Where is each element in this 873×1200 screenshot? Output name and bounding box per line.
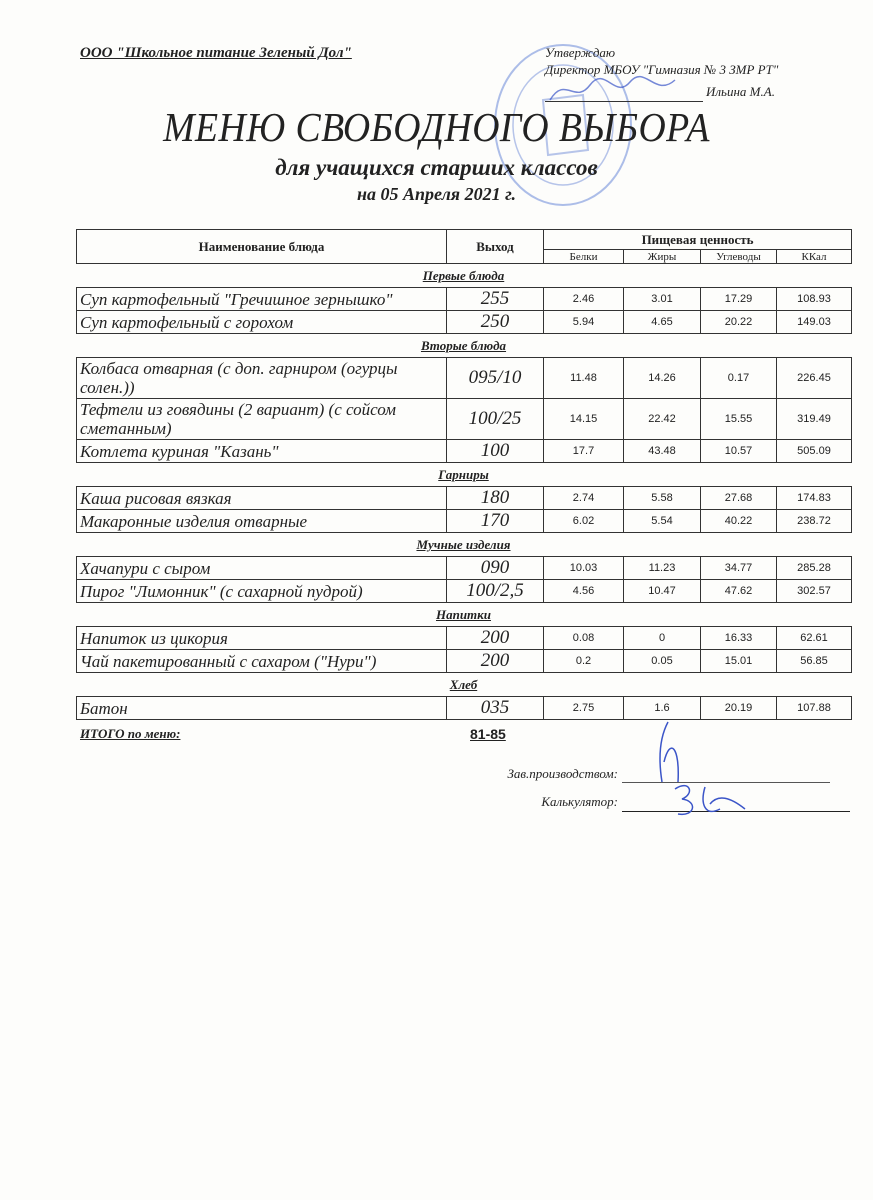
dish-kcal: 149.03	[777, 311, 852, 334]
table-row	[77, 627, 852, 650]
dish-protein: 2.46	[544, 288, 624, 311]
section-table	[76, 287, 852, 334]
menu-table	[76, 229, 851, 720]
menu-header-table	[76, 229, 852, 264]
calculator-signature	[670, 779, 750, 829]
dish-carbs: 27.68	[701, 487, 777, 510]
column-header-fat: Жиры	[624, 250, 701, 264]
dish-fat: 4.65	[624, 311, 701, 334]
dish-carbs: 40.22	[701, 510, 777, 533]
dish-protein: 4.56	[544, 580, 624, 603]
dish-name: Суп картофельный с горохом	[77, 311, 447, 334]
dish-yield: 180	[447, 487, 544, 510]
dish-yield: 035	[447, 697, 544, 720]
dish-kcal: 107.88	[777, 697, 852, 720]
table-row	[77, 399, 852, 440]
dish-protein: 5.94	[544, 311, 624, 334]
dish-protein: 14.15	[544, 399, 624, 440]
dish-carbs: 34.77	[701, 557, 777, 580]
dish-name: Тефтели из говядины (2 вариант) (с сойсом сметанным)	[77, 399, 447, 440]
dish-name: Макаронные изделия отварные	[77, 510, 447, 533]
dish-fat: 11.23	[624, 557, 701, 580]
section-title: Мучные изделия	[416, 537, 511, 552]
menu-footer	[76, 726, 851, 836]
dish-name: Котлета куриная "Казань"	[77, 440, 447, 463]
dish-kcal: 174.83	[777, 487, 852, 510]
dish-carbs: 16.33	[701, 627, 777, 650]
table-row	[77, 580, 852, 603]
column-header-kcal: ККал	[777, 250, 852, 264]
section-table	[76, 556, 852, 603]
dish-name: Батон	[77, 697, 447, 720]
dish-name: Пирог "Лимонник" (с сахарной пудрой)	[77, 580, 447, 603]
dish-kcal: 285.28	[777, 557, 852, 580]
total-label: ИТОГО по меню:	[80, 726, 181, 741]
column-header-carbs: Углеводы	[701, 250, 777, 264]
table-row	[77, 557, 852, 580]
dish-fat: 10.47	[624, 580, 701, 603]
menu-content	[76, 229, 851, 836]
dish-name: Суп картофельный "Гречишное зернышко"	[77, 288, 447, 311]
section-table	[76, 626, 852, 673]
dish-carbs: 20.22	[701, 311, 777, 334]
dish-yield: 100/2,5	[447, 580, 544, 603]
section-title: Напитки	[435, 607, 491, 622]
dish-fat: 5.58	[624, 487, 701, 510]
column-header-yield: Выход	[447, 230, 544, 264]
dish-yield: 200	[447, 650, 544, 673]
table-row	[77, 440, 852, 463]
column-header-name: Наименование блюда	[77, 230, 447, 264]
dish-yield: 095/10	[447, 358, 544, 399]
dish-fat: 43.48	[624, 440, 701, 463]
section-title: Вторые блюда	[420, 338, 507, 353]
dish-kcal: 319.49	[777, 399, 852, 440]
dish-name: Колбаса отварная (с доп. гарниром (огурцы солен.))	[77, 358, 447, 399]
dish-protein: 10.03	[544, 557, 624, 580]
dish-kcal: 302.57	[777, 580, 852, 603]
section-table	[76, 357, 852, 463]
section-table	[76, 486, 852, 533]
table-row	[77, 487, 852, 510]
table-row	[77, 288, 852, 311]
dish-yield: 250	[447, 311, 544, 334]
dish-fat: 14.26	[624, 358, 701, 399]
dish-kcal: 505.09	[777, 440, 852, 463]
dish-carbs: 17.29	[701, 288, 777, 311]
table-row	[77, 510, 852, 533]
dish-carbs: 47.62	[701, 580, 777, 603]
page-title: МЕНЮ СВОБОДНОГО ВЫБОРА	[163, 104, 710, 150]
approval-label: Утверждаю	[545, 45, 616, 60]
section-title: Хлеб	[449, 677, 478, 692]
dish-fat: 5.54	[624, 510, 701, 533]
menu-date: на 05 Апреля 2021 г.	[357, 184, 516, 204]
approval-signature-line	[545, 101, 703, 102]
approval-block	[545, 44, 778, 78]
dish-carbs: 20.19	[701, 697, 777, 720]
dish-kcal: 226.45	[777, 358, 852, 399]
dish-fat: 22.42	[624, 399, 701, 440]
calculator-label: Калькулятор:	[541, 794, 618, 809]
dish-name: Хачапури с сыром	[77, 557, 447, 580]
dish-protein: 0.08	[544, 627, 624, 650]
dish-yield: 170	[447, 510, 544, 533]
dish-yield: 090	[447, 557, 544, 580]
dish-yield: 100/25	[447, 399, 544, 440]
dish-kcal: 56.85	[777, 650, 852, 673]
section-title: Первые блюда	[422, 268, 505, 283]
production-head-signature	[640, 717, 690, 787]
dish-kcal: 238.72	[777, 510, 852, 533]
dish-protein: 2.75	[544, 697, 624, 720]
dish-carbs: 10.57	[701, 440, 777, 463]
dish-carbs: 15.01	[701, 650, 777, 673]
dish-protein: 11.48	[544, 358, 624, 399]
dish-yield: 255	[447, 288, 544, 311]
dish-protein: 2.74	[544, 487, 624, 510]
table-row	[77, 697, 852, 720]
dish-fat: 3.01	[624, 288, 701, 311]
dish-kcal: 108.93	[777, 288, 852, 311]
dish-fat: 0.05	[624, 650, 701, 673]
dish-fat: 1.6	[624, 697, 701, 720]
approval-position: Директор МБОУ "Гимназия № 3 ЗМР РТ"	[545, 62, 779, 77]
section-title: Гарниры	[438, 467, 489, 482]
dish-name: Напиток из цикория	[77, 627, 447, 650]
column-header-protein: Белки	[544, 250, 624, 264]
dish-yield: 100	[447, 440, 544, 463]
dish-protein: 0.2	[544, 650, 624, 673]
section-table	[76, 696, 852, 720]
dish-protein: 17.7	[544, 440, 624, 463]
dish-kcal: 62.61	[777, 627, 852, 650]
dish-name: Чай пакетированный с сахаром ("Нури")	[77, 650, 447, 673]
page-subtitle: для учащихся старших классов	[275, 155, 598, 180]
table-row	[77, 358, 852, 399]
organization-name: ООО "Школьное питание Зеленый Дол"	[80, 45, 352, 61]
dish-fat: 0	[624, 627, 701, 650]
dish-protein: 6.02	[544, 510, 624, 533]
total-value: 81-85	[470, 726, 506, 742]
dish-carbs: 0.17	[701, 358, 777, 399]
table-row	[77, 311, 852, 334]
production-head-label: Зав.производством:	[507, 766, 618, 781]
dish-yield: 200	[447, 627, 544, 650]
table-row	[77, 650, 852, 673]
column-header-nutrition: Пищевая ценность	[544, 230, 852, 250]
dish-carbs: 15.55	[701, 399, 777, 440]
dish-name: Каша рисовая вязкая	[77, 487, 447, 510]
approver-name: Ильина М.А.	[706, 84, 775, 99]
